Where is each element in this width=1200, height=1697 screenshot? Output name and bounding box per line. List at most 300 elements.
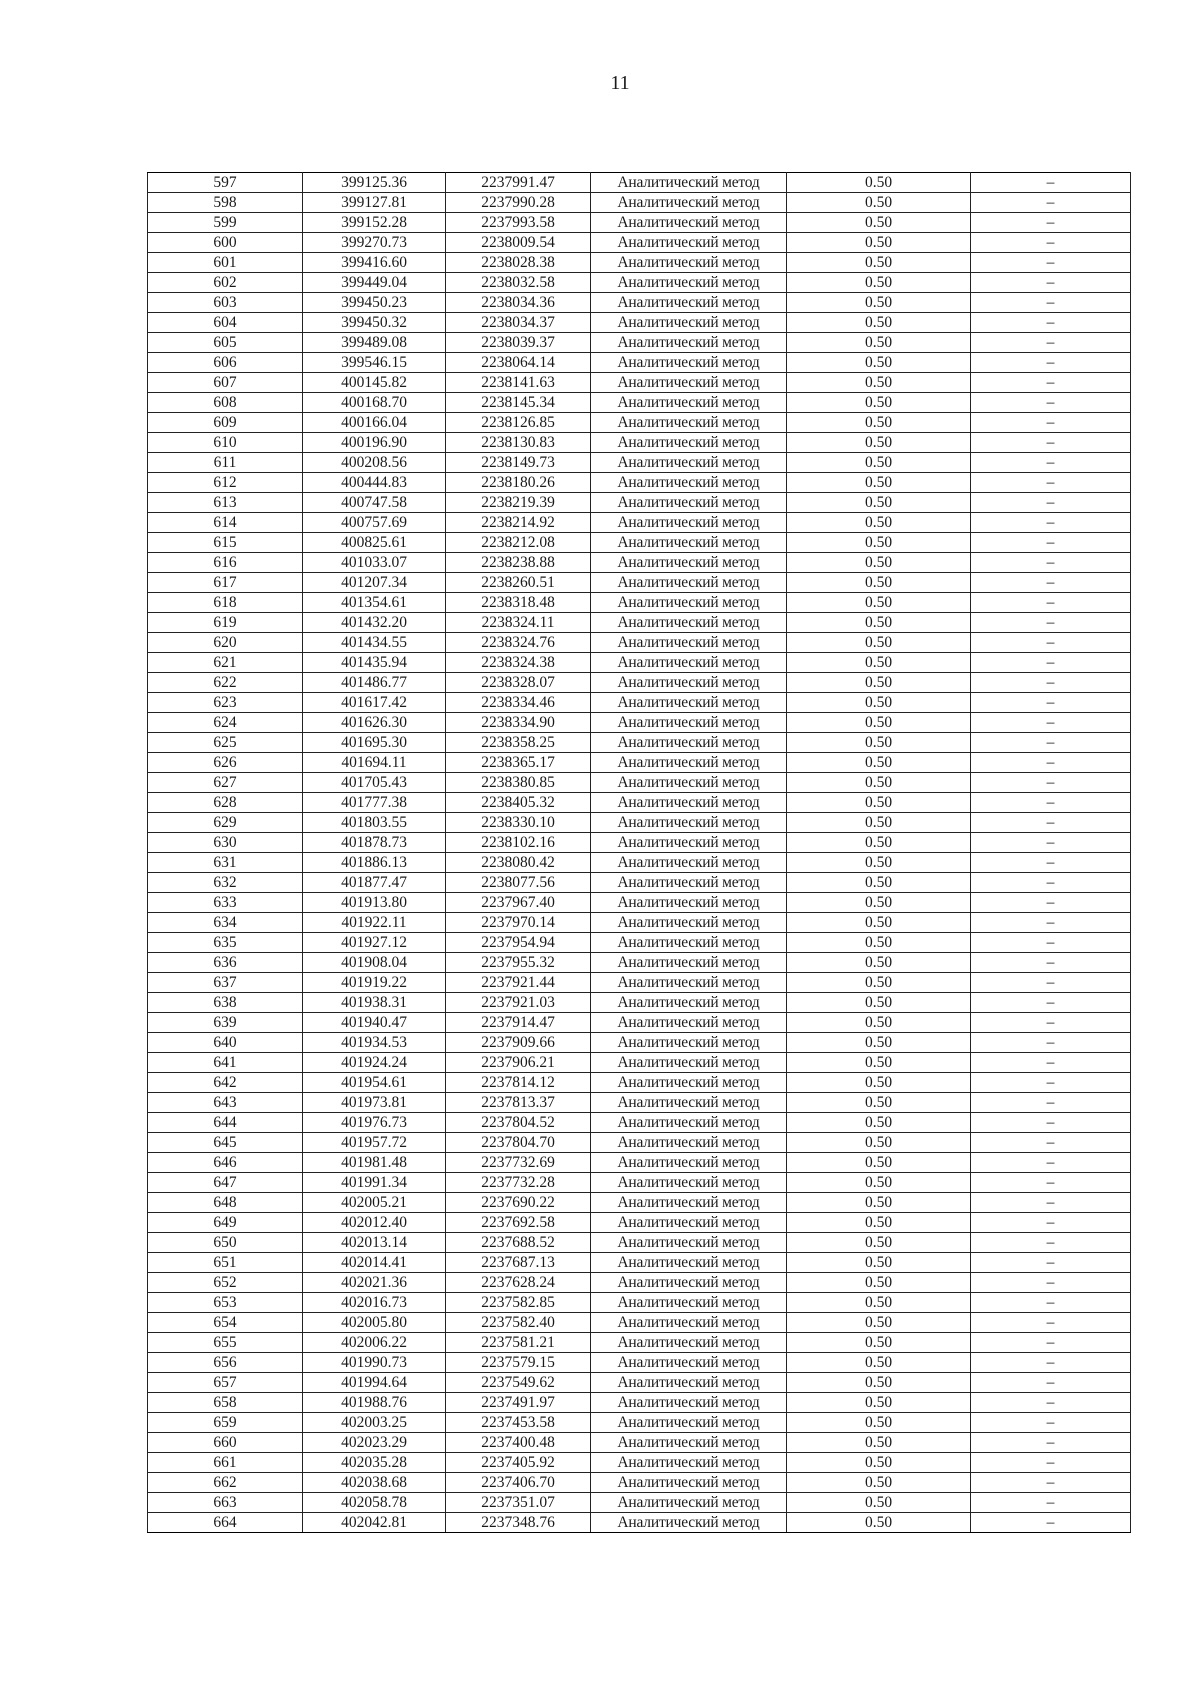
accuracy-cell: 0.50 (787, 1273, 971, 1293)
y-coordinate-cell: 2238212.08 (446, 533, 591, 553)
method-cell: Аналитический метод (591, 613, 787, 633)
point-number-cell: 639 (148, 1013, 303, 1033)
point-number-cell: 629 (148, 813, 303, 833)
note-cell: – (971, 273, 1131, 293)
table-row (148, 653, 1131, 673)
method-cell: Аналитический метод (591, 533, 787, 553)
x-coordinate-cell: 401878.73 (303, 833, 446, 853)
method-cell: Аналитический метод (591, 1033, 787, 1053)
point-number-cell: 626 (148, 753, 303, 773)
accuracy-cell: 0.50 (787, 493, 971, 513)
table-row (148, 1473, 1131, 1493)
accuracy-cell: 0.50 (787, 1093, 971, 1113)
x-coordinate-cell: 401973.81 (303, 1093, 446, 1113)
note-cell: – (971, 1413, 1131, 1433)
y-coordinate-cell: 2238365.17 (446, 753, 591, 773)
y-coordinate-cell: 2238028.38 (446, 253, 591, 273)
accuracy-cell: 0.50 (787, 913, 971, 933)
method-cell: Аналитический метод (591, 633, 787, 653)
note-cell: – (971, 473, 1131, 493)
point-number-cell: 646 (148, 1153, 303, 1173)
x-coordinate-cell: 399125.36 (303, 173, 446, 193)
table-row (148, 1373, 1131, 1393)
y-coordinate-cell: 2238219.39 (446, 493, 591, 513)
x-coordinate-cell: 399449.04 (303, 273, 446, 293)
accuracy-cell: 0.50 (787, 713, 971, 733)
accuracy-cell: 0.50 (787, 873, 971, 893)
y-coordinate-cell: 2238380.85 (446, 773, 591, 793)
accuracy-cell: 0.50 (787, 813, 971, 833)
x-coordinate-cell: 402014.41 (303, 1253, 446, 1273)
method-cell: Аналитический метод (591, 313, 787, 333)
y-coordinate-cell: 2238238.88 (446, 553, 591, 573)
accuracy-cell: 0.50 (787, 1393, 971, 1413)
method-cell: Аналитический метод (591, 953, 787, 973)
accuracy-cell: 0.50 (787, 753, 971, 773)
table-row (148, 433, 1131, 453)
method-cell: Аналитический метод (591, 473, 787, 493)
point-number-cell: 605 (148, 333, 303, 353)
point-number-cell: 606 (148, 353, 303, 373)
note-cell: – (971, 1273, 1131, 1293)
method-cell: Аналитический метод (591, 273, 787, 293)
point-number-cell: 647 (148, 1173, 303, 1193)
method-cell: Аналитический метод (591, 1493, 787, 1513)
y-coordinate-cell: 2237688.52 (446, 1233, 591, 1253)
y-coordinate-cell: 2238334.90 (446, 713, 591, 733)
accuracy-cell: 0.50 (787, 1253, 971, 1273)
x-coordinate-cell: 399270.73 (303, 233, 446, 253)
note-cell: – (971, 933, 1131, 953)
method-cell: Аналитический метод (591, 413, 787, 433)
x-coordinate-cell: 401626.30 (303, 713, 446, 733)
x-coordinate-cell: 402016.73 (303, 1293, 446, 1313)
table-row (148, 1173, 1131, 1193)
accuracy-cell: 0.50 (787, 1473, 971, 1493)
y-coordinate-cell: 2237581.21 (446, 1333, 591, 1353)
note-cell: – (971, 453, 1131, 473)
method-cell: Аналитический метод (591, 1053, 787, 1073)
x-coordinate-cell: 400825.61 (303, 533, 446, 553)
x-coordinate-cell: 401990.73 (303, 1353, 446, 1373)
table-row (148, 293, 1131, 313)
accuracy-cell: 0.50 (787, 633, 971, 653)
y-coordinate-cell: 2237804.52 (446, 1113, 591, 1133)
y-coordinate-cell: 2238334.46 (446, 693, 591, 713)
note-cell: – (971, 373, 1131, 393)
table-row (148, 693, 1131, 713)
point-number-cell: 619 (148, 613, 303, 633)
x-coordinate-cell: 399546.15 (303, 353, 446, 373)
x-coordinate-cell: 401435.94 (303, 653, 446, 673)
accuracy-cell: 0.50 (787, 513, 971, 533)
method-cell: Аналитический метод (591, 1113, 787, 1133)
note-cell: – (971, 1333, 1131, 1353)
method-cell: Аналитический метод (591, 1213, 787, 1233)
accuracy-cell: 0.50 (787, 333, 971, 353)
table-row (148, 333, 1131, 353)
accuracy-cell: 0.50 (787, 933, 971, 953)
table-row (148, 1293, 1131, 1313)
note-cell: – (971, 1433, 1131, 1453)
note-cell: – (971, 593, 1131, 613)
y-coordinate-cell: 2237348.76 (446, 1513, 591, 1533)
coordinates-table-body (148, 173, 1131, 1533)
table-row (148, 453, 1131, 473)
method-cell: Аналитический метод (591, 1173, 787, 1193)
x-coordinate-cell: 401934.53 (303, 1033, 446, 1053)
accuracy-cell: 0.50 (787, 313, 971, 333)
point-number-cell: 621 (148, 653, 303, 673)
table-row (148, 1033, 1131, 1053)
note-cell: – (971, 433, 1131, 453)
point-number-cell: 656 (148, 1353, 303, 1373)
table-row (148, 873, 1131, 893)
method-cell: Аналитический метод (591, 493, 787, 513)
accuracy-cell: 0.50 (787, 973, 971, 993)
note-cell: – (971, 1393, 1131, 1413)
note-cell: – (971, 193, 1131, 213)
x-coordinate-cell: 400208.56 (303, 453, 446, 473)
y-coordinate-cell: 2237909.66 (446, 1033, 591, 1053)
x-coordinate-cell: 402038.68 (303, 1473, 446, 1493)
point-number-cell: 644 (148, 1113, 303, 1133)
table-row (148, 1213, 1131, 1233)
accuracy-cell: 0.50 (787, 1433, 971, 1453)
method-cell: Аналитический метод (591, 193, 787, 213)
table-row (148, 1273, 1131, 1293)
method-cell: Аналитический метод (591, 873, 787, 893)
note-cell: – (971, 1133, 1131, 1153)
x-coordinate-cell: 401938.31 (303, 993, 446, 1013)
x-coordinate-cell: 402058.78 (303, 1493, 446, 1513)
method-cell: Аналитический метод (591, 1433, 787, 1453)
x-coordinate-cell: 401694.11 (303, 753, 446, 773)
point-number-cell: 645 (148, 1133, 303, 1153)
y-coordinate-cell: 2237954.94 (446, 933, 591, 953)
accuracy-cell: 0.50 (787, 1233, 971, 1253)
table-row (148, 813, 1131, 833)
table-row (148, 733, 1131, 753)
method-cell: Аналитический метод (591, 1193, 787, 1213)
x-coordinate-cell: 401432.20 (303, 613, 446, 633)
accuracy-cell: 0.50 (787, 1413, 971, 1433)
accuracy-cell: 0.50 (787, 1513, 971, 1533)
method-cell: Аналитический метод (591, 353, 787, 373)
point-number-cell: 631 (148, 853, 303, 873)
x-coordinate-cell: 401922.11 (303, 913, 446, 933)
x-coordinate-cell: 401913.80 (303, 893, 446, 913)
y-coordinate-cell: 2237804.70 (446, 1133, 591, 1153)
point-number-cell: 628 (148, 793, 303, 813)
note-cell: – (971, 1233, 1131, 1253)
x-coordinate-cell: 401695.30 (303, 733, 446, 753)
accuracy-cell: 0.50 (787, 553, 971, 573)
y-coordinate-cell: 2237993.58 (446, 213, 591, 233)
note-cell: – (971, 773, 1131, 793)
point-number-cell: 617 (148, 573, 303, 593)
point-number-cell: 652 (148, 1273, 303, 1293)
table-row (148, 993, 1131, 1013)
y-coordinate-cell: 2237690.22 (446, 1193, 591, 1213)
method-cell: Аналитический метод (591, 293, 787, 313)
method-cell: Аналитический метод (591, 1393, 787, 1413)
method-cell: Аналитический метод (591, 1273, 787, 1293)
x-coordinate-cell: 400166.04 (303, 413, 446, 433)
x-coordinate-cell: 401033.07 (303, 553, 446, 573)
point-number-cell: 633 (148, 893, 303, 913)
accuracy-cell: 0.50 (787, 693, 971, 713)
y-coordinate-cell: 2238330.10 (446, 813, 591, 833)
point-number-cell: 598 (148, 193, 303, 213)
point-number-cell: 604 (148, 313, 303, 333)
y-coordinate-cell: 2237400.48 (446, 1433, 591, 1453)
x-coordinate-cell: 402006.22 (303, 1333, 446, 1353)
note-cell: – (971, 573, 1131, 593)
accuracy-cell: 0.50 (787, 1073, 971, 1093)
note-cell: – (971, 1213, 1131, 1233)
x-coordinate-cell: 401919.22 (303, 973, 446, 993)
point-number-cell: 627 (148, 773, 303, 793)
coordinates-table (147, 172, 1131, 1533)
table-row (148, 573, 1131, 593)
x-coordinate-cell: 400168.70 (303, 393, 446, 413)
accuracy-cell: 0.50 (787, 1333, 971, 1353)
accuracy-cell: 0.50 (787, 373, 971, 393)
method-cell: Аналитический метод (591, 433, 787, 453)
method-cell: Аналитический метод (591, 1413, 787, 1433)
point-number-cell: 635 (148, 933, 303, 953)
x-coordinate-cell: 402013.14 (303, 1233, 446, 1253)
table-row (148, 1493, 1131, 1513)
y-coordinate-cell: 2238009.54 (446, 233, 591, 253)
accuracy-cell: 0.50 (787, 413, 971, 433)
point-number-cell: 608 (148, 393, 303, 413)
accuracy-cell: 0.50 (787, 1313, 971, 1333)
y-coordinate-cell: 2238180.26 (446, 473, 591, 493)
accuracy-cell: 0.50 (787, 1133, 971, 1153)
table-row (148, 533, 1131, 553)
table-row (148, 833, 1131, 853)
method-cell: Аналитический метод (591, 1333, 787, 1353)
point-number-cell: 599 (148, 213, 303, 233)
y-coordinate-cell: 2237687.13 (446, 1253, 591, 1273)
x-coordinate-cell: 399450.32 (303, 313, 446, 333)
accuracy-cell: 0.50 (787, 1173, 971, 1193)
y-coordinate-cell: 2237549.62 (446, 1373, 591, 1393)
table-row (148, 613, 1131, 633)
note-cell: – (971, 953, 1131, 973)
point-number-cell: 634 (148, 913, 303, 933)
x-coordinate-cell: 401957.72 (303, 1133, 446, 1153)
table-row (148, 1253, 1131, 1273)
point-number-cell: 616 (148, 553, 303, 573)
method-cell: Аналитический метод (591, 1313, 787, 1333)
method-cell: Аналитический метод (591, 333, 787, 353)
y-coordinate-cell: 2237582.85 (446, 1293, 591, 1313)
point-number-cell: 623 (148, 693, 303, 713)
point-number-cell: 614 (148, 513, 303, 533)
note-cell: – (971, 693, 1131, 713)
note-cell: – (971, 1293, 1131, 1313)
table-row (148, 193, 1131, 213)
y-coordinate-cell: 2237814.12 (446, 1073, 591, 1093)
point-number-cell: 655 (148, 1333, 303, 1353)
y-coordinate-cell: 2237405.92 (446, 1453, 591, 1473)
point-number-cell: 640 (148, 1033, 303, 1053)
x-coordinate-cell: 401954.61 (303, 1073, 446, 1093)
note-cell: – (971, 413, 1131, 433)
y-coordinate-cell: 2238130.83 (446, 433, 591, 453)
table-row (148, 1093, 1131, 1113)
table-row (148, 793, 1131, 813)
table-row (148, 893, 1131, 913)
table-row (148, 1333, 1131, 1353)
point-number-cell: 650 (148, 1233, 303, 1253)
table-row (148, 553, 1131, 573)
table-row (148, 1153, 1131, 1173)
note-cell: – (971, 1093, 1131, 1113)
x-coordinate-cell: 402005.80 (303, 1313, 446, 1333)
y-coordinate-cell: 2238034.37 (446, 313, 591, 333)
y-coordinate-cell: 2237921.44 (446, 973, 591, 993)
table-row (148, 753, 1131, 773)
note-cell: – (971, 533, 1131, 553)
x-coordinate-cell: 399127.81 (303, 193, 446, 213)
x-coordinate-cell: 401617.42 (303, 693, 446, 713)
x-coordinate-cell: 401886.13 (303, 853, 446, 873)
accuracy-cell: 0.50 (787, 253, 971, 273)
point-number-cell: 613 (148, 493, 303, 513)
y-coordinate-cell: 2237582.40 (446, 1313, 591, 1333)
method-cell: Аналитический метод (591, 973, 787, 993)
accuracy-cell: 0.50 (787, 993, 971, 1013)
y-coordinate-cell: 2238064.14 (446, 353, 591, 373)
accuracy-cell: 0.50 (787, 1153, 971, 1173)
note-cell: – (971, 353, 1131, 373)
accuracy-cell: 0.50 (787, 453, 971, 473)
note-cell: – (971, 333, 1131, 353)
accuracy-cell: 0.50 (787, 773, 971, 793)
method-cell: Аналитический метод (591, 213, 787, 233)
x-coordinate-cell: 401991.34 (303, 1173, 446, 1193)
accuracy-cell: 0.50 (787, 1213, 971, 1233)
y-coordinate-cell: 2238102.16 (446, 833, 591, 853)
point-number-cell: 630 (148, 833, 303, 853)
point-number-cell: 610 (148, 433, 303, 453)
point-number-cell: 612 (148, 473, 303, 493)
point-number-cell: 661 (148, 1453, 303, 1473)
y-coordinate-cell: 2238032.58 (446, 273, 591, 293)
point-number-cell: 600 (148, 233, 303, 253)
point-number-cell: 660 (148, 1433, 303, 1453)
y-coordinate-cell: 2238141.63 (446, 373, 591, 393)
note-cell: – (971, 1253, 1131, 1273)
table-row (148, 1233, 1131, 1253)
note-cell: – (971, 913, 1131, 933)
note-cell: – (971, 1313, 1131, 1333)
table-row (148, 773, 1131, 793)
point-number-cell: 662 (148, 1473, 303, 1493)
note-cell: – (971, 253, 1131, 273)
note-cell: – (971, 1513, 1131, 1533)
note-cell: – (971, 393, 1131, 413)
y-coordinate-cell: 2238405.32 (446, 793, 591, 813)
point-number-cell: 648 (148, 1193, 303, 1213)
method-cell: Аналитический метод (591, 1473, 787, 1493)
table-row (148, 973, 1131, 993)
table-row (148, 633, 1131, 653)
table-row (148, 1313, 1131, 1333)
method-cell: Аналитический метод (591, 1253, 787, 1273)
method-cell: Аналитический метод (591, 573, 787, 593)
point-number-cell: 643 (148, 1093, 303, 1113)
table-row (148, 1193, 1131, 1213)
note-cell: – (971, 613, 1131, 633)
note-cell: – (971, 813, 1131, 833)
method-cell: Аналитический метод (591, 913, 787, 933)
note-cell: – (971, 673, 1131, 693)
point-number-cell: 601 (148, 253, 303, 273)
point-number-cell: 654 (148, 1313, 303, 1333)
table-row (148, 1413, 1131, 1433)
method-cell: Аналитический метод (591, 713, 787, 733)
note-cell: – (971, 1073, 1131, 1093)
x-coordinate-cell: 400145.82 (303, 373, 446, 393)
y-coordinate-cell: 2238324.38 (446, 653, 591, 673)
method-cell: Аналитический метод (591, 693, 787, 713)
table-row (148, 493, 1131, 513)
x-coordinate-cell: 402012.40 (303, 1213, 446, 1233)
note-cell: – (971, 1453, 1131, 1473)
y-coordinate-cell: 2237732.28 (446, 1173, 591, 1193)
y-coordinate-cell: 2238039.37 (446, 333, 591, 353)
note-cell: – (971, 1173, 1131, 1193)
point-number-cell: 618 (148, 593, 303, 613)
y-coordinate-cell: 2237914.47 (446, 1013, 591, 1033)
method-cell: Аналитический метод (591, 233, 787, 253)
method-cell: Аналитический метод (591, 993, 787, 1013)
point-number-cell: 603 (148, 293, 303, 313)
note-cell: – (971, 873, 1131, 893)
table-row (148, 933, 1131, 953)
point-number-cell: 620 (148, 633, 303, 653)
accuracy-cell: 0.50 (787, 533, 971, 553)
accuracy-cell: 0.50 (787, 233, 971, 253)
x-coordinate-cell: 402023.29 (303, 1433, 446, 1453)
accuracy-cell: 0.50 (787, 273, 971, 293)
method-cell: Аналитический метод (591, 1093, 787, 1113)
x-coordinate-cell: 401354.61 (303, 593, 446, 613)
table-row (148, 1133, 1131, 1153)
x-coordinate-cell: 401705.43 (303, 773, 446, 793)
table-row (148, 353, 1131, 373)
note-cell: – (971, 513, 1131, 533)
point-number-cell: 632 (148, 873, 303, 893)
table-row (148, 673, 1131, 693)
note-cell: – (971, 713, 1131, 733)
accuracy-cell: 0.50 (787, 193, 971, 213)
x-coordinate-cell: 401803.55 (303, 813, 446, 833)
accuracy-cell: 0.50 (787, 293, 971, 313)
x-coordinate-cell: 402021.36 (303, 1273, 446, 1293)
accuracy-cell: 0.50 (787, 953, 971, 973)
method-cell: Аналитический метод (591, 593, 787, 613)
point-number-cell: 609 (148, 413, 303, 433)
accuracy-cell: 0.50 (787, 733, 971, 753)
accuracy-cell: 0.50 (787, 473, 971, 493)
table-row (148, 1433, 1131, 1453)
